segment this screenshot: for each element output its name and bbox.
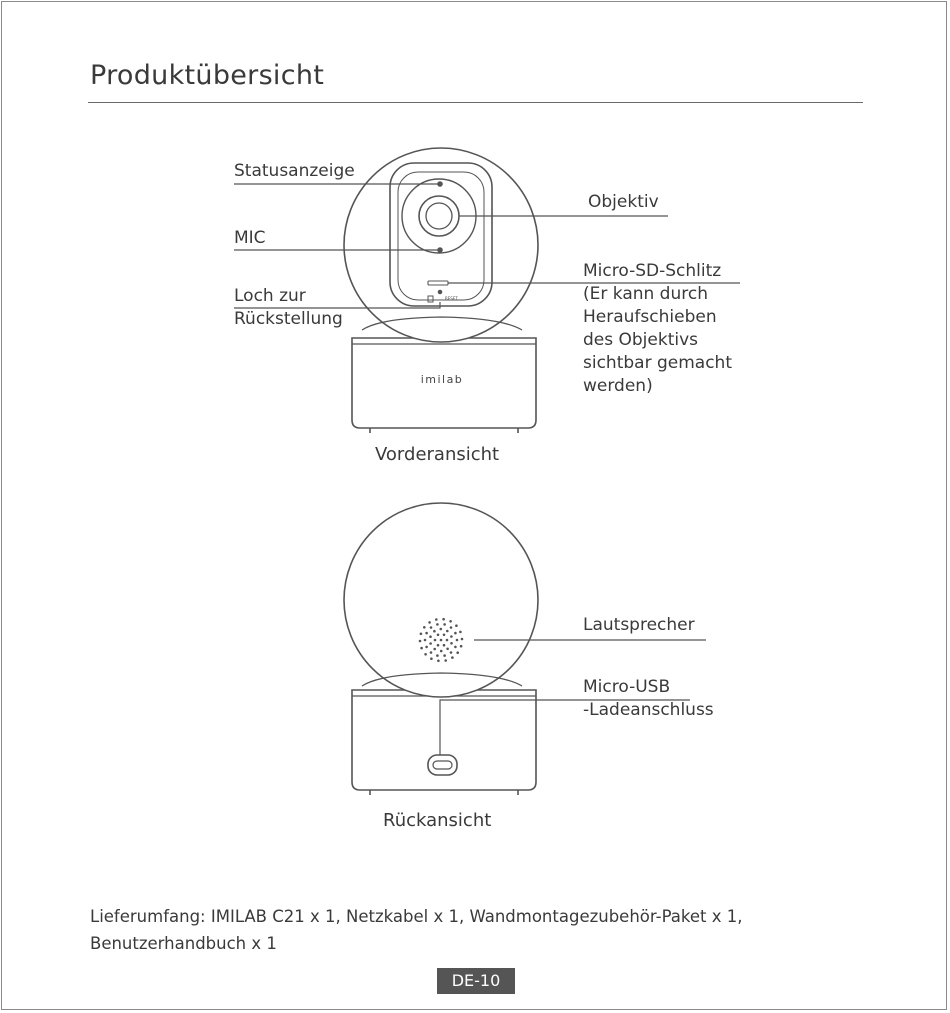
speaker-hole — [443, 634, 446, 637]
label-mic: MIC — [234, 228, 266, 248]
speaker-hole — [459, 631, 462, 634]
speaker-hole — [454, 646, 457, 649]
speaker-hole — [420, 647, 423, 650]
speaker-hole — [423, 626, 426, 629]
label-reset-hole: Loch zur Rückstellung — [234, 286, 343, 329]
speaker-hole — [450, 642, 453, 645]
speaker-hole — [443, 623, 446, 626]
speaker-hole — [450, 635, 453, 638]
speaker-hole — [443, 644, 446, 647]
speaker-hole — [446, 639, 449, 642]
speaker-hole — [429, 642, 432, 645]
front-camera-drawing — [344, 148, 538, 433]
package-contents — [90, 903, 742, 957]
speaker-hole — [424, 639, 427, 642]
speaker-hole — [425, 632, 428, 635]
speaker-hole — [440, 628, 443, 631]
label-speaker: Lautsprecher — [583, 615, 695, 635]
speaker-hole — [446, 648, 449, 651]
speaker-hole — [440, 650, 443, 653]
caption-front-view: Vorderansicht — [375, 444, 500, 465]
speaker-hole — [424, 653, 427, 656]
speaker-hole — [425, 646, 428, 649]
speaker-hole — [430, 651, 433, 654]
speaker-hole — [440, 639, 443, 642]
speaker-hole — [419, 640, 422, 643]
speaker-hole — [430, 657, 433, 660]
speaker-hole — [461, 638, 464, 641]
speaker-hole — [442, 618, 445, 621]
speaker-hole — [437, 644, 440, 647]
speaker-hole — [437, 634, 440, 637]
speaker-hole — [451, 656, 454, 659]
label-sd-slot: Micro-SD-Schlitz (Er kann durch Heraufschieben des Objektivs sichtbar gemacht werden) — [583, 261, 732, 396]
speaker-hole — [434, 639, 437, 642]
reset-mark: RESET — [445, 296, 458, 301]
speaker-hole — [450, 651, 453, 654]
page-title: Produktübersicht — [90, 60, 325, 91]
speaker-hole — [433, 630, 436, 633]
speaker-hole — [443, 654, 446, 657]
speaker-hole — [455, 624, 458, 627]
speaker-hole — [449, 620, 452, 623]
caption-back-view: Rückansicht — [383, 810, 492, 831]
speaker-hole — [435, 618, 438, 621]
speaker-hole — [429, 635, 432, 638]
speaker-hole — [450, 626, 453, 629]
speaker-hole — [433, 648, 436, 651]
speaker-hole — [437, 660, 440, 663]
speaker-hole — [456, 651, 459, 654]
back-camera-drawing — [344, 503, 538, 795]
label-lens: Objektiv — [588, 192, 659, 212]
speaker-hole — [430, 626, 433, 629]
speaker-hole — [436, 623, 439, 626]
speaker-hole — [456, 639, 459, 642]
package-contents-line1: Lieferumfang: IMILAB C21 x 1, Netzkabel x 1, Wandmontagezubehör-Paket x 1, — [90, 907, 743, 926]
page-number-badge: DE-10 — [437, 968, 515, 994]
brand-logo: imilab — [420, 373, 464, 386]
speaker-hole — [446, 630, 449, 633]
label-usb-port: Micro-USB -Ladeanschluss — [583, 677, 714, 720]
speaker-hole — [454, 632, 457, 635]
speaker-hole — [428, 621, 431, 624]
speaker-hole — [420, 633, 423, 636]
speaker-hole — [444, 659, 447, 662]
label-status-indicator: Statusanzeige — [234, 161, 355, 181]
speaker-hole — [460, 645, 463, 648]
speaker-hole — [436, 654, 439, 657]
package-contents-line2: Benutzerhandbuch x 1 — [90, 934, 277, 953]
